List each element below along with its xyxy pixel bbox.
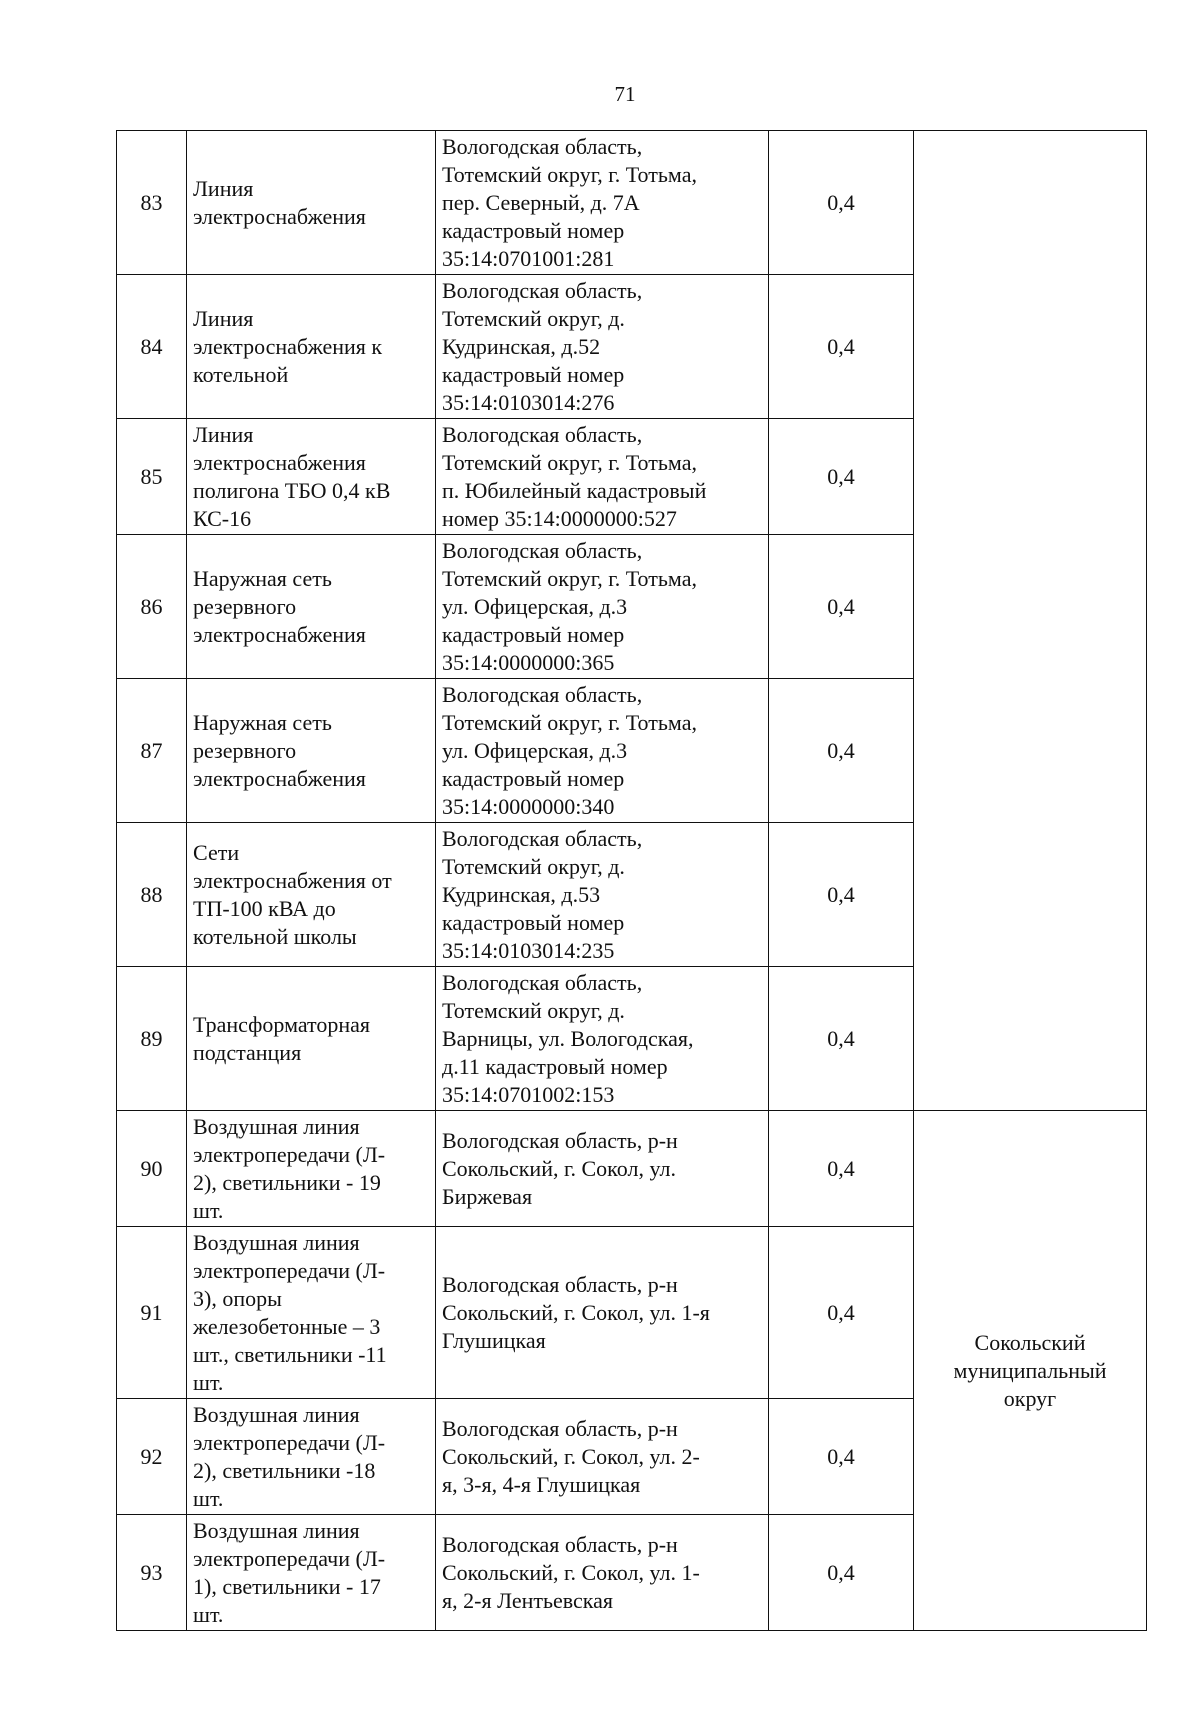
voltage-value: 0,4 (769, 535, 914, 679)
object-name: Линия электроснабжения (187, 131, 436, 275)
voltage-value: 0,4 (769, 275, 914, 419)
row-number: 93 (117, 1515, 187, 1631)
object-name: Линия электроснабжения полигона ТБО 0,4 кВ КС-16 (187, 419, 436, 535)
object-address: Вологодская область, Тотемский округ, г. Тотьма, ул. Офицерская, д.3 кадастровый номер 35:14:0000000:365 (436, 535, 769, 679)
property-registry-table (116, 130, 1147, 1631)
page-number: 71 (614, 82, 636, 106)
voltage-value: 0,4 (769, 1399, 914, 1515)
object-address: Вологодская область, Тотемский округ, д. Варницы, ул. Вологодская, д.11 кадастровый номер 35:14:0701002:153 (436, 967, 769, 1111)
voltage-value: 0,4 (769, 967, 914, 1111)
object-address: Вологодская область, Тотемский округ, г. Тотьма, пер. Северный, д. 7А кадастровый номер 35:14:0701001:281 (436, 131, 769, 275)
object-name: Воздушная линия электропередачи (Л- 3), опоры железобетонные – 3 шт., светильники -11 шт. (187, 1227, 436, 1399)
object-address: Вологодская область, р-н Сокольский, г. Сокол, ул. Биржевая (436, 1111, 769, 1227)
voltage-value: 0,4 (769, 1515, 914, 1631)
object-address: Вологодская область, Тотемский округ, д. Кудринская, д.52 кадастровый номер 35:14:0103014:276 (436, 275, 769, 419)
object-address: Вологодская область, Тотемский округ, г. Тотьма, ул. Офицерская, д.3 кадастровый номер 35:14:0000000:340 (436, 679, 769, 823)
voltage-value: 0,4 (769, 1111, 914, 1227)
voltage-value: 0,4 (769, 1227, 914, 1399)
object-name: Наружная сеть резервного электроснабжения (187, 679, 436, 823)
object-address: Вологодская область, Тотемский округ, д. Кудринская, д.53 кадастровый номер 35:14:0103014:235 (436, 823, 769, 967)
object-name: Сети электроснабжения от ТП-100 кВА до котельной школы (187, 823, 436, 967)
row-number: 90 (117, 1111, 187, 1227)
district-group-cell: Сокольский муниципальный округ (914, 1111, 1147, 1631)
object-address: Вологодская область, р-н Сокольский, г. Сокол, ул. 1- я, 2-я Лентьевская (436, 1515, 769, 1631)
table-row (117, 1111, 1147, 1227)
table-row (117, 131, 1147, 275)
row-number: 92 (117, 1399, 187, 1515)
row-number: 85 (117, 419, 187, 535)
row-number: 87 (117, 679, 187, 823)
object-name: Наружная сеть резервного электроснабжения (187, 535, 436, 679)
object-name: Трансформаторная подстанция (187, 967, 436, 1111)
voltage-value: 0,4 (769, 823, 914, 967)
voltage-value: 0,4 (769, 131, 914, 275)
voltage-value: 0,4 (769, 419, 914, 535)
object-address: Вологодская область, р-н Сокольский, г. Сокол, ул. 2- я, 3-я, 4-я Глушицкая (436, 1399, 769, 1515)
object-name: Воздушная линия электропередачи (Л- 2), светильники - 19 шт. (187, 1111, 436, 1227)
object-address: Вологодская область, р-н Сокольский, г. Сокол, ул. 1-я Глушицкая (436, 1227, 769, 1399)
district-cell-empty (914, 131, 1147, 1111)
object-name: Воздушная линия электропередачи (Л- 1), светильники - 17 шт. (187, 1515, 436, 1631)
object-name: Воздушная линия электропередачи (Л- 2), светильники -18 шт. (187, 1399, 436, 1515)
object-name: Линия электроснабжения к котельной (187, 275, 436, 419)
row-number: 91 (117, 1227, 187, 1399)
row-number: 86 (117, 535, 187, 679)
row-number: 84 (117, 275, 187, 419)
row-number: 89 (117, 967, 187, 1111)
row-number: 83 (117, 131, 187, 275)
object-address: Вологодская область, Тотемский округ, г. Тотьма, п. Юбилейный кадастровый номер 35:14:0000000:527 (436, 419, 769, 535)
voltage-value: 0,4 (769, 679, 914, 823)
row-number: 88 (117, 823, 187, 967)
